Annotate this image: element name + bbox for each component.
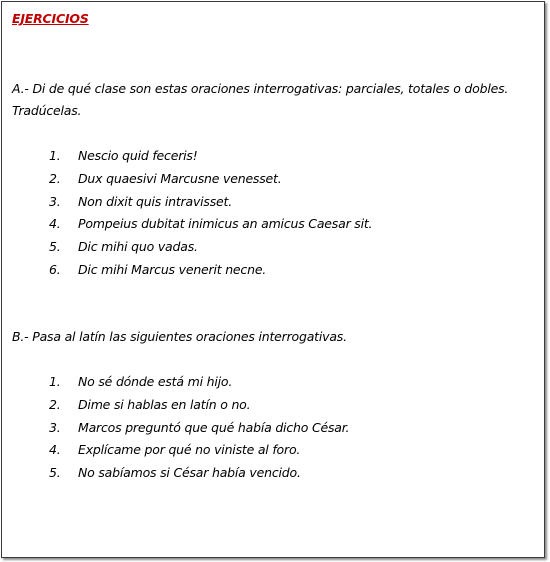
item-text: Explícame por qué no viniste al foro. — [78, 442, 301, 458]
item-text: No sabíamos si César había vencido. — [78, 465, 301, 481]
item-number: 2. — [49, 170, 61, 186]
item-text: No sé dónde está mi hijo. — [78, 374, 233, 389]
section-a-instruction: A.- Di de qué clase son estas oraciones interrogativas: parciales, totales o dobles. Tradúcelas. — [12, 81, 509, 118]
item-number: 6. — [49, 261, 61, 277]
item-number: 3. — [49, 193, 61, 209]
page-title: EJERCICIOS — [12, 11, 89, 26]
document-frame — [1, 1, 545, 558]
item-number: 4. — [49, 216, 61, 232]
item-text: Non dixit quis intravisset. — [78, 193, 233, 209]
item-number: 5. — [49, 239, 61, 255]
item-number: 5. — [49, 465, 61, 481]
item-number: 1. — [49, 148, 61, 163]
item-text: Nescio quid feceris! — [78, 148, 198, 163]
item-text: Pompeius dubitat inimicus an amicus Caesar sit. — [78, 216, 373, 232]
item-text: Marcos preguntó que qué había dicho César. — [78, 419, 350, 435]
item-number: 3. — [49, 419, 61, 435]
item-text: Dime si hablas en latín o no. — [78, 396, 251, 412]
item-text: Dic mihi Marcus venerit necne. — [78, 261, 267, 277]
item-number: 1. — [49, 374, 61, 389]
item-text: Dic mihi quo vadas. — [78, 239, 198, 255]
section-b-instruction: B.- Pasa al latín las siguientes oraciones interrogativas. — [12, 329, 347, 344]
item-text: Dux quaesivi Marcusne venesset. — [78, 170, 282, 186]
item-number: 2. — [49, 396, 61, 412]
item-number: 4. — [49, 442, 61, 458]
